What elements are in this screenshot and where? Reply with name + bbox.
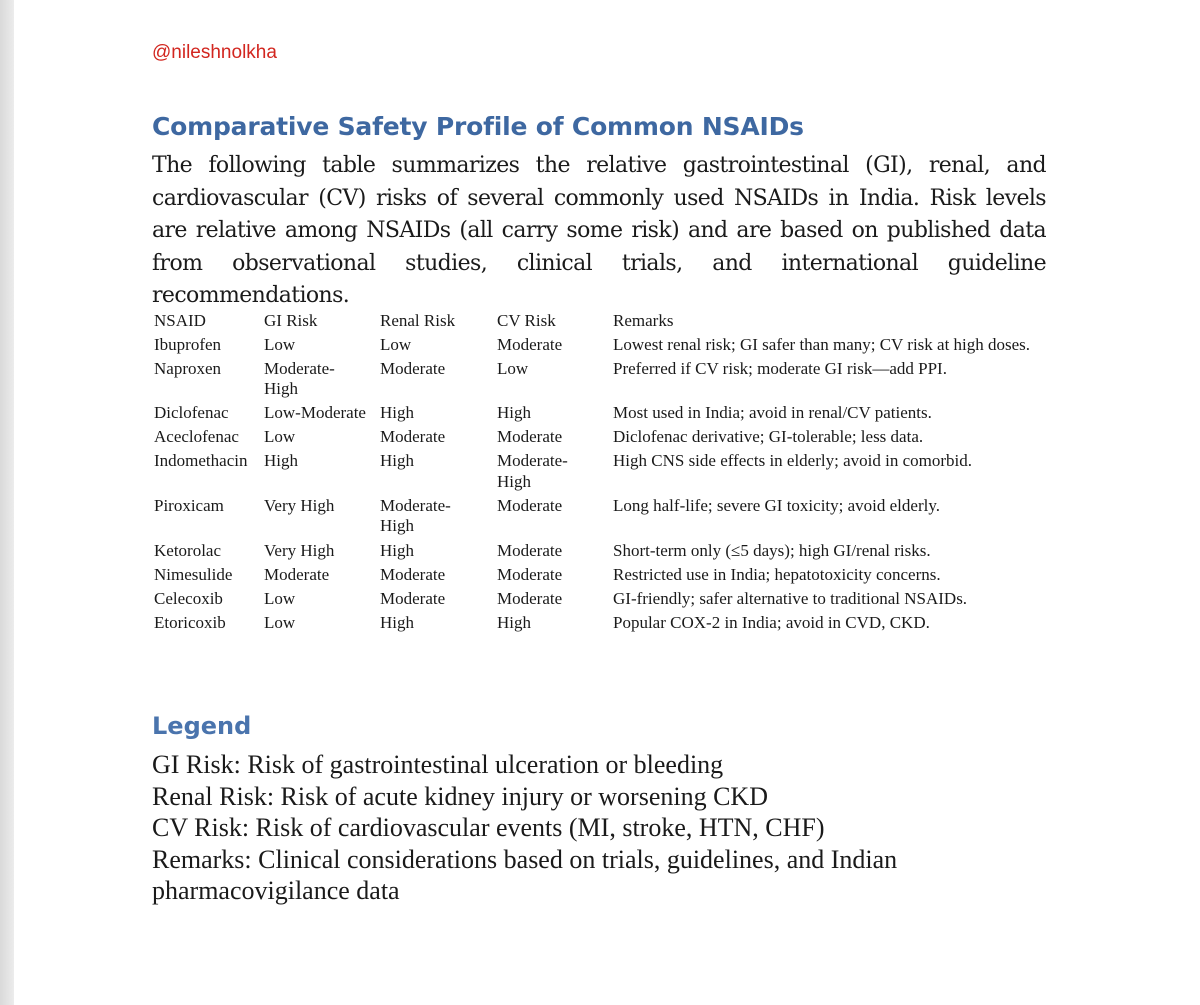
cell-cv-risk: High <box>497 612 531 632</box>
cell-nsaid: Aceclofenac <box>154 427 239 447</box>
legend-item-cv: CV Risk: Risk of cardiovascular events (MI, stroke, HTN, CHF) <box>152 813 825 842</box>
cell-remarks: Short-term only (≤5 days); high GI/renal risks. <box>613 540 931 560</box>
header-nsaid: NSAID <box>154 311 206 330</box>
cell-cv-risk: Low <box>497 358 529 378</box>
cell-cv-risk: Moderate <box>497 564 563 584</box>
cell-nsaid: Piroxicam <box>154 495 224 515</box>
cell-remarks: Most used in India; avoid in renal/CV patients. <box>613 403 932 423</box>
cell-renal-risk: Moderate <box>380 588 446 608</box>
cell-cv-risk: Moderate <box>497 540 563 560</box>
cell-nsaid: Indomethacin <box>154 451 248 471</box>
document-title: Comparative Safety Profile of Common NSAIDs <box>152 112 804 141</box>
document-page <box>14 0 1200 1005</box>
table-row <box>152 335 1031 359</box>
cell-cv-risk: Moderate <box>497 495 563 515</box>
header-gi-risk: GI Risk <box>264 311 318 330</box>
cell-renal-risk: High <box>380 403 414 423</box>
cell-remarks: Long half-life; severe GI toxicity; avoid elderly. <box>613 495 940 515</box>
cell-renal-risk: High <box>380 540 414 560</box>
cell-remarks: Lowest renal risk; GI safer than many; CV risk at high doses. <box>613 334 1031 354</box>
cell-renal-risk: High <box>380 451 414 471</box>
page-edge-shadow <box>0 0 14 1005</box>
cell-nsaid: Diclofenac <box>154 403 229 423</box>
legend-item-renal: Renal Risk: Risk of acute kidney injury or worsening CKD <box>152 781 768 811</box>
cell-renal-risk: Moderate <box>380 358 446 378</box>
cell-gi-risk: Low <box>264 427 296 447</box>
cell-remarks: Preferred if CV risk; moderate GI risk—add PPI. <box>613 358 947 378</box>
cell-gi-risk: Moderate- High <box>264 358 335 399</box>
cell-gi-risk: Very High <box>264 495 335 515</box>
cell-gi-risk: Moderate <box>264 564 330 584</box>
cell-gi-risk: High <box>264 451 298 471</box>
table-row <box>152 359 1031 404</box>
table-header-row <box>152 311 1031 335</box>
cell-cv-risk: High <box>497 403 531 423</box>
table-row <box>152 496 1031 541</box>
cell-gi-risk: Low-Moderate <box>264 403 366 423</box>
cell-gi-risk: Low <box>264 612 296 632</box>
cell-remarks: Popular COX-2 in India; avoid in CVD, CKD. <box>613 612 930 632</box>
table-row <box>152 589 1031 613</box>
cell-gi-risk: Low <box>264 588 296 608</box>
nsaid-risk-table <box>152 311 1031 637</box>
legend-item-gi: GI Risk: Risk of gastrointestinal ulceration or bleeding <box>152 750 724 779</box>
cell-cv-risk: Moderate <box>497 334 563 354</box>
legend-item-remarks: Remarks: Clinical considerations based on trials, guidelines, and Indian pharmacovigilance data <box>152 844 898 905</box>
cell-gi-risk: Low <box>264 334 296 354</box>
author-handle: @nileshnolkha <box>152 42 277 63</box>
cell-remarks: GI-friendly; safer alternative to traditional NSAIDs. <box>613 588 968 608</box>
table-row <box>152 451 1031 496</box>
cell-nsaid: Celecoxib <box>154 588 223 608</box>
cell-renal-risk: Moderate <box>380 564 446 584</box>
cell-cv-risk: Moderate <box>497 427 563 447</box>
table-row <box>152 403 1031 427</box>
table-row <box>152 565 1031 589</box>
cell-nsaid: Etoricoxib <box>154 612 226 632</box>
header-remarks: Remarks <box>613 311 674 330</box>
table-row <box>152 541 1031 565</box>
table-row <box>152 613 1031 637</box>
legend-title: Legend <box>152 712 252 740</box>
cell-renal-risk: High <box>380 612 414 632</box>
cell-nsaid: Ketorolac <box>154 540 222 560</box>
cell-nsaid: Naproxen <box>154 358 222 378</box>
cell-remarks: Diclofenac derivative; GI-tolerable; less data. <box>613 427 924 447</box>
cell-renal-risk: Moderate- High <box>380 495 451 536</box>
cell-remarks: High CNS side effects in elderly; avoid in comorbid. <box>613 451 972 471</box>
cell-cv-risk: Moderate- High <box>497 451 568 491</box>
cell-nsaid: Ibuprofen <box>154 334 222 354</box>
cell-cv-risk: Moderate <box>497 588 563 608</box>
cell-nsaid: Nimesulide <box>154 564 233 584</box>
intro-paragraph: The following table summarizes the relative gastrointestinal (GI), renal, and cardiovascular (CV) risks of several commonly used NSAIDs in India. Risk levels are relative among NSAIDs (all carry some risk) and are based on published data from observational studies, clinical trials, and international guideline recommendations. <box>152 153 1046 308</box>
cell-remarks: Restricted use in India; hepatotoxicity concerns. <box>613 564 941 584</box>
cell-renal-risk: Low <box>380 334 412 354</box>
legend-list <box>152 749 1012 907</box>
header-cv-risk: CV Risk <box>497 311 556 330</box>
cell-renal-risk: Moderate <box>380 427 446 447</box>
header-renal-risk: Renal Risk <box>380 311 456 330</box>
cell-gi-risk: Very High <box>264 540 335 560</box>
table-row <box>152 427 1031 451</box>
